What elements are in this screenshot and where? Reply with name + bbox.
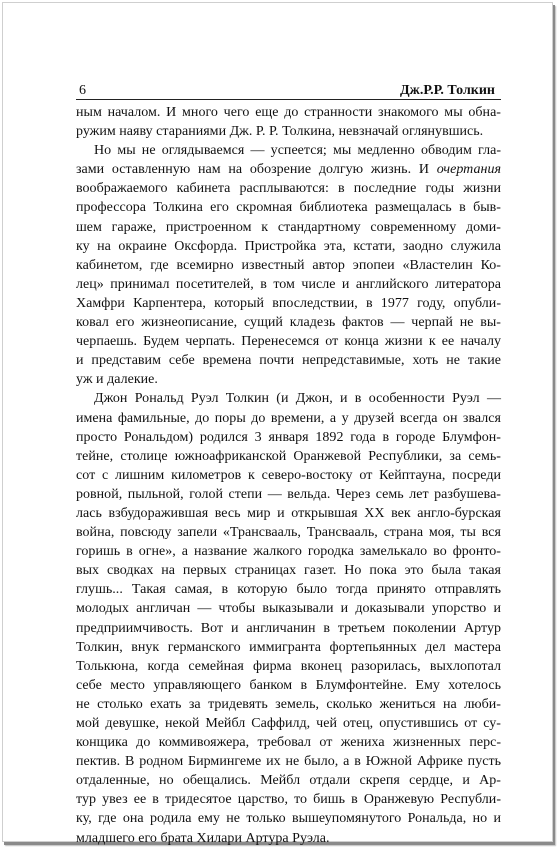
text-line: и представим себе времена почти непредставимые, хоть не такие	[76, 353, 501, 369]
text-line: воображаемого кабинета расплываются: в последние годы жизни	[76, 181, 501, 197]
text-line: ровной, пыльной, голой степи — вельда. Через семь лет разбушева-	[76, 486, 501, 502]
text-line: предприимчивость. Вот и англичанин в третьем поколении Артур	[76, 620, 501, 636]
running-title: Дж.Р.Р. Толкин	[400, 83, 495, 98]
text-line: профессора Толкина его скромная библиотека размещалась в быв-	[76, 200, 501, 216]
text-line: горишь в огне», а название жалкого городка замелькало во фронто-	[76, 544, 501, 560]
text-line: просто Рональдом) родился 3 января 1892 года в городе Блумфон-	[76, 429, 501, 445]
text-line: младшего его брата Хилари Артура Руэла.	[76, 830, 330, 846]
text-line: отдаленные, но обещались. Мейбл отдали скрепя сердце, и Ар-	[76, 773, 501, 789]
text-line: пектив. В родном Бирмингеме их не было, а в Южной Африке пусть	[76, 754, 501, 770]
text-line: имена фамильные, до поры до времени, а у друзей всегда он звался	[76, 410, 501, 426]
text-line: ковал его жизнеописание, сущий кладезь фактов — черпай не вы-	[76, 315, 501, 331]
text-line: Толькюна, когда семейная фирма вконец разорилась, выхлопотал	[76, 658, 501, 674]
text-line: Хамфри Карпентера, который впоследствии, в 1977 году, опубли-	[76, 295, 501, 311]
text-line: война, повсюду запели «Трансвааль, Трансвааль, страна моя, ты вся	[76, 525, 501, 541]
text-line: ным началом. И много чего еще до странности знакомого мы обна-	[76, 105, 501, 120]
text-line: зами оставленную нам на обозрение долгую жизнь. И очертания	[76, 162, 501, 178]
text-line: вых сводках на первых страницах газет. Но пока это была такая	[76, 563, 501, 579]
text-line: конщика до коммивояжера, требовал от жениха жизненных перс-	[76, 735, 501, 751]
text-line: шем гараже, пристроенном к стандартному современному доми-	[76, 219, 501, 235]
page-header	[79, 83, 495, 103]
page-number: 6	[79, 83, 86, 98]
text-line: тейне, столице южноафриканской Оранжевой Республики, за семь-	[76, 448, 501, 464]
text-line: Толкин, внук германского иммигранта фортепьянных дел мастера	[76, 639, 501, 655]
text-line: ку на окраине Оксфорда. Пристройка эта, кстати, заодно служила	[76, 238, 501, 254]
text-line: глушь... Такая самая, в которую было тогда принято отправлять	[76, 582, 501, 598]
text-line: ружим наяву стараниями Дж. Р. Р. Толкина, невзначай оглянувшись.	[76, 124, 484, 140]
paragraph	[76, 103, 501, 141]
text-line: себе место управляющего банком в Блумфонтейне. Ему хотелось	[76, 677, 501, 693]
text-line: молодых англичан — чтобы выказывали и доказывали упорство и	[76, 601, 501, 617]
paragraph	[76, 389, 501, 847]
text-line: уж и далекие.	[76, 372, 158, 388]
text-line: кабинетом, где всемирно известный автор эпопеи «Властелин Ко-	[76, 257, 501, 273]
text-line: Но мы не оглядываемся — успеется; мы медленно обводим гла-	[94, 143, 501, 159]
text-line: Джон Рональд Руэл Толкин (и Джон, и в особенности Руэл —	[94, 391, 501, 407]
text-line: черпаешь. Будем черпать. Перенесемся от конца жизни к ее началу	[76, 334, 501, 350]
text-line: тур увез ее в тридесятое царство, то бишь в Оранжевую Республи-	[76, 792, 501, 808]
header-rule	[76, 99, 501, 100]
text-line: лец» принимал посетителей, в том числе и английского литератора	[76, 276, 501, 292]
text-line: не столько ехать за тридевять земель, сколько жениться на люби-	[76, 696, 501, 712]
paragraph	[76, 141, 501, 389]
body-text	[76, 103, 501, 848]
text-line: мой девушке, некой Мейбл Саффилд, чей отец, опустившись от су-	[76, 716, 501, 731]
text-line: ку, где она родила ему не только вышеупомянутого Рональда, но и	[76, 811, 501, 827]
text-line: сот с лишним километров к северо-востоку от Кейптауна, посреди	[76, 467, 501, 483]
text-line: лась взбудоражившая весь мир и открывшая XX век англо-бурская	[76, 505, 501, 521]
